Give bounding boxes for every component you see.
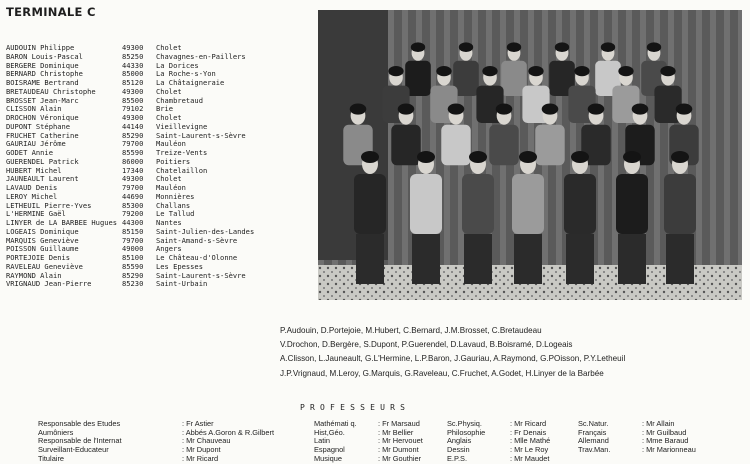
student-name: HUBERT Michel <box>6 166 62 175</box>
person-body <box>354 174 386 234</box>
student-name: GUERENDEL Patrick <box>6 157 79 166</box>
student-town: Brie <box>156 104 174 114</box>
person-body <box>391 125 420 165</box>
teacher-name: : Mr Bellier <box>378 427 414 437</box>
person-hair <box>618 66 633 76</box>
teacher-subject: Sc.Physiq. <box>447 419 482 428</box>
student-name: AUDOUIN Philippe <box>6 44 75 52</box>
student-name: LAVAUD Denis <box>6 184 58 192</box>
person-hair <box>398 104 415 115</box>
student-town: Vieillevigne <box>156 121 208 131</box>
student-zip: 49300 <box>122 113 144 122</box>
student-zip: 86000 <box>122 156 144 166</box>
student-town: Le Château-d'Olonne <box>156 253 238 262</box>
staff-person: : Mr Dupont <box>182 445 221 455</box>
person-hair <box>448 104 465 115</box>
teacher-subject: Français <box>578 427 607 437</box>
person-legs <box>412 234 440 284</box>
student-name: RAVELEAU Geneviève <box>6 262 83 271</box>
student-town: Chavagnes-en-Paillers <box>156 51 246 61</box>
person-hair <box>496 104 513 115</box>
teacher-name: : Mr Marionneau <box>642 445 696 455</box>
student-zip: 49300 <box>122 86 144 96</box>
student-town: Treize-Vents <box>156 148 208 157</box>
teacher-name: : Mr Le Roy <box>510 445 549 455</box>
staff-person: : Mr Chauveau <box>182 436 231 446</box>
student-name: FRUCHET Catherine <box>6 131 79 140</box>
person-legs <box>514 234 542 284</box>
student-row <box>6 280 254 289</box>
person-hair <box>519 151 537 163</box>
teacher-subject: Mathémati q. <box>314 419 357 428</box>
student-zip: 79200 <box>122 209 144 219</box>
teacher-subjects-1 <box>314 420 357 463</box>
teacher-name: : Mme Baraud <box>642 436 689 446</box>
student-name: VRIGNAUD Jean-Pierre <box>6 280 92 289</box>
teacher-names-2 <box>510 420 550 463</box>
teacher-name: : Mr Allain <box>642 419 675 428</box>
person-hair <box>469 151 487 163</box>
student-name: BROSSET Jean-Marc <box>6 96 79 105</box>
student-name: BRETAUDEAU Christophe <box>6 87 96 96</box>
person-hair <box>482 66 497 76</box>
student-zip: 79102 <box>122 104 144 114</box>
student-name: BARON Louis-Pascal <box>6 52 83 61</box>
student-zip: 79700 <box>122 235 144 245</box>
person-body <box>489 125 518 165</box>
teacher-name: : Fr Marsaud <box>378 419 420 428</box>
student-town: Monnières <box>156 191 195 201</box>
teacher-names-3 <box>642 420 696 455</box>
student-name: BOISRAME Bertrand <box>6 79 79 87</box>
person-body <box>441 125 470 165</box>
student-town: Saint-Julien-des-Landes <box>156 226 255 236</box>
student-town: Saint-Laurent-s-Sèvre <box>156 130 246 140</box>
person-hair <box>588 104 605 115</box>
person-hair <box>388 66 403 76</box>
student-town: Les Epesses <box>156 261 203 271</box>
student-town: Chatelaillon <box>156 165 208 175</box>
student-name: BERNARD Christophe <box>6 70 83 79</box>
student-name: GAURIAU Jérôme <box>6 140 66 149</box>
staff-people <box>182 420 274 463</box>
student-town: La Châtaigneraie <box>156 78 225 87</box>
person-hair <box>542 104 559 115</box>
student-name: DUPONT Stéphane <box>6 122 71 131</box>
caption-line: A.Clisson, L.Jauneault, G.L'Hermine, L.P.Baron, J.Gauriau, A.Raymond, G.POisson, P.Y.Letheuil <box>280 354 626 364</box>
person-hair <box>623 151 641 163</box>
student-zip: 49000 <box>122 244 144 254</box>
student-name: LOGEAIS Dominique <box>6 227 79 236</box>
student-town: La Roche-s-Yon <box>156 69 216 79</box>
student-name: JAUNEAULT Laurent <box>6 175 79 184</box>
person-hair <box>671 151 689 163</box>
student-zip: 44330 <box>122 60 144 70</box>
teacher-subject: Dessin <box>447 445 470 455</box>
teacher-subject: Philosophie <box>447 427 486 437</box>
person-hair <box>417 151 435 163</box>
person-legs <box>566 234 594 284</box>
student-zip: 79700 <box>122 139 144 149</box>
teacher-name: : Mr Hervouet <box>378 436 423 446</box>
student-town: Cholet <box>156 86 182 96</box>
staff-roles <box>38 420 122 463</box>
teacher-names-1 <box>378 420 423 463</box>
student-name: PORTEJOIE Denis <box>6 254 71 262</box>
student-name: LEROY Michel <box>6 192 58 201</box>
student-zip: 85150 <box>122 226 144 236</box>
student-town: Mauléon <box>156 183 186 192</box>
student-name: GODET Annie <box>6 149 53 157</box>
student-town: Chambretaud <box>156 95 203 105</box>
student-town: Saint-Amand-s-Sèvre <box>156 235 238 245</box>
student-name: CLISSON Alain <box>6 105 62 114</box>
staff-person: : Abbés A.Goron & R.Gilbert <box>182 427 275 437</box>
student-zip: 79700 <box>122 183 144 192</box>
teacher-name: : Fr Denais <box>510 427 547 437</box>
student-zip: 85230 <box>122 279 144 289</box>
teacher-name: : Mr Gouthier <box>378 453 422 463</box>
student-zip: 85250 <box>122 51 144 61</box>
student-name: LETHEUIL Pierre-Yves <box>6 201 92 210</box>
person-hair <box>350 104 367 115</box>
student-zip: 49300 <box>122 43 144 52</box>
class-photo <box>318 10 742 300</box>
person-hair <box>571 151 589 163</box>
teacher-subject: Allemand <box>578 436 609 446</box>
teacher-subject: E.P.S. <box>447 453 467 463</box>
student-name: MARQUIS Geneviève <box>6 236 79 245</box>
staff-role: Responsable de l'Internat <box>38 436 122 446</box>
student-town: Cholet <box>156 113 182 122</box>
person-legs <box>666 234 694 284</box>
person-legs <box>356 234 384 284</box>
person-body <box>616 174 648 234</box>
person-hair <box>411 42 425 52</box>
person-hair <box>647 42 661 52</box>
person-body <box>462 174 494 234</box>
student-zip: 44690 <box>122 191 144 201</box>
teacher-subject: Sc.Natur. <box>578 419 609 428</box>
staff-role: Surveillant-Educateur <box>38 445 109 455</box>
person-hair <box>459 42 473 52</box>
person-hair <box>528 66 543 76</box>
student-town: Mauléon <box>156 139 186 149</box>
student-zip: 49300 <box>122 174 144 184</box>
student-zip: 85290 <box>122 270 144 280</box>
page-title: TERMINALE C <box>6 5 96 19</box>
professeurs-heading: PROFESSEURS <box>300 403 411 412</box>
student-town: Le Tallud <box>156 209 195 219</box>
teacher-subject: Musique <box>314 453 342 463</box>
teacher-name: : Mr Guilbaud <box>642 427 687 437</box>
staff-role: Titulaire <box>38 453 65 463</box>
person-body <box>535 125 564 165</box>
student-zip: 85000 <box>122 69 144 79</box>
person-body <box>410 174 442 234</box>
class-photo-image <box>318 10 742 300</box>
student-zip: 44140 <box>122 121 144 131</box>
person-hair <box>555 42 569 52</box>
student-zip: 85290 <box>122 130 144 140</box>
student-name: L'HERMINE Gaël <box>6 210 66 219</box>
student-zip: 85100 <box>122 253 144 262</box>
staff-person: : Mr Ricard <box>182 453 219 463</box>
student-roster <box>6 44 254 289</box>
student-town: Cholet <box>156 43 182 52</box>
student-zip: 85300 <box>122 200 144 210</box>
student-name: DROCHON Véronique <box>6 114 79 122</box>
teacher-subject: Latin <box>314 436 331 446</box>
caption-line: J.P.Vrignaud, M.Leroy, G.Marquis, G.Raveleau, C.Fruchet, A.Godet, H.Linyer de la Barbée <box>280 368 604 378</box>
person-hair <box>676 104 693 115</box>
person-hair <box>507 42 521 52</box>
student-town: Saint-Urbain <box>156 279 208 289</box>
teacher-subject: Trav.Man. <box>578 445 611 455</box>
student-zip: 85120 <box>122 78 144 87</box>
caption-line: V.Drochon, D.Bergère, S.Dupont, P.Guerendel, D.Lavaud, B.Boisramé, D.Logeais <box>280 340 573 350</box>
student-name: RAYMOND Alain <box>6 271 62 280</box>
student-name: POISSON Guillaume <box>6 245 79 254</box>
teacher-name: : Mr Ricard <box>510 419 547 428</box>
teacher-subjects-2 <box>447 420 485 463</box>
caption-line: P.Audouin, D.Portejoie, M.Hubert, C.Bernard, J.M.Brosset, C.Bretaudeau <box>280 326 542 335</box>
teacher-subject: Anglais <box>447 436 472 446</box>
student-town: Challans <box>156 200 191 210</box>
teacher-subject: Espagnol <box>314 445 345 455</box>
student-town: Nantes <box>156 218 182 227</box>
student-zip: 17340 <box>122 165 144 175</box>
person-hair <box>361 151 379 163</box>
person-hair <box>660 66 675 76</box>
student-zip: 44300 <box>122 218 144 227</box>
student-zip: 85500 <box>122 95 144 105</box>
staff-role: Responsable des Etudes <box>38 419 121 428</box>
photo-caption <box>280 324 625 381</box>
student-zip: 85590 <box>122 261 144 271</box>
teacher-subject: Hist,Géo. <box>314 427 345 437</box>
person-body <box>564 174 596 234</box>
teacher-name: : Mlle Mathé <box>510 436 551 446</box>
person-legs <box>618 234 646 284</box>
student-town: Saint-Laurent-s-Sèvre <box>156 270 246 280</box>
student-town: Poitiers <box>156 156 191 166</box>
student-town: La Dorices <box>156 60 199 70</box>
person-hair <box>601 42 615 52</box>
student-town: Angers <box>156 244 182 254</box>
student-name: LINYER de LA BARBEE Hugues <box>6 219 118 227</box>
person-body <box>512 174 544 234</box>
student-zip: 85590 <box>122 148 144 157</box>
staff-role: Aumôniers <box>38 427 74 437</box>
person-hair <box>436 66 451 76</box>
teacher-name: : Mr Dumont <box>378 445 419 455</box>
student-name: BERGERE Dominique <box>6 61 79 70</box>
person-legs <box>464 234 492 284</box>
person-hair <box>574 66 589 76</box>
teacher-name: : Mr Maudet <box>510 453 550 463</box>
person-hair <box>632 104 649 115</box>
student-town: Cholet <box>156 174 182 184</box>
staff-person: : Fr Astier <box>182 419 214 428</box>
teacher-subjects-3 <box>578 420 610 455</box>
person-body <box>664 174 696 234</box>
